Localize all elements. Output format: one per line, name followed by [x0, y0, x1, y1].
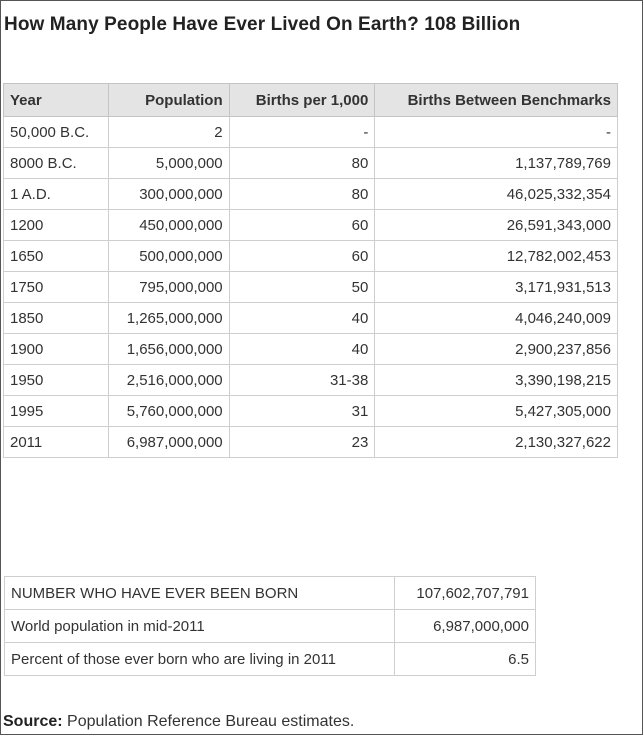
births-between-benchmarks-cell: 4,046,240,009	[375, 303, 618, 334]
population-cell: 5,760,000,000	[108, 396, 229, 427]
year-cell: 8000 B.C.	[4, 148, 109, 179]
births-per-1000-cell: 31	[229, 396, 375, 427]
year-cell: 2011	[4, 427, 109, 458]
births-per-1000-cell: 31-38	[229, 365, 375, 396]
births-between-benchmarks-cell: 12,782,002,453	[375, 241, 618, 272]
births-per-1000-cell: 80	[229, 179, 375, 210]
table-row	[4, 179, 618, 210]
table-row	[4, 365, 618, 396]
births-between-benchmarks-cell: -	[375, 117, 618, 148]
births-between-benchmarks-cell: 5,427,305,000	[375, 396, 618, 427]
page-title: How Many People Have Ever Lived On Earth? 108 Billion	[4, 14, 521, 35]
births-between-benchmarks-cell: 2,130,327,622	[375, 427, 618, 458]
year-cell: 1200	[4, 210, 109, 241]
summary-value-cell: 6,987,000,000	[395, 610, 536, 643]
column-header-births-between-benchmarks: Births Between Benchmarks	[375, 84, 618, 117]
births-per-1000-cell: 80	[229, 148, 375, 179]
births-per-1000-cell: 60	[229, 241, 375, 272]
population-cell: 6,987,000,000	[108, 427, 229, 458]
population-table	[3, 83, 618, 458]
table-row	[4, 427, 618, 458]
table-row	[4, 303, 618, 334]
births-between-benchmarks-cell: 1,137,789,769	[375, 148, 618, 179]
table-row	[4, 117, 618, 148]
summary-label-cell: Percent of those ever born who are living in 2011	[5, 643, 395, 676]
population-cell: 2,516,000,000	[108, 365, 229, 396]
population-cell: 450,000,000	[108, 210, 229, 241]
table-row	[4, 241, 618, 272]
births-per-1000-cell: 40	[229, 334, 375, 365]
summary-label-cell: NUMBER WHO HAVE EVER BEEN BORN	[5, 577, 395, 610]
source-note	[3, 713, 354, 731]
year-cell: 1 A.D.	[4, 179, 109, 210]
population-cell: 1,656,000,000	[108, 334, 229, 365]
births-per-1000-cell: 50	[229, 272, 375, 303]
table-body	[4, 117, 618, 458]
summary-row	[5, 577, 536, 610]
births-per-1000-cell: 40	[229, 303, 375, 334]
year-cell: 1650	[4, 241, 109, 272]
population-cell: 1,265,000,000	[108, 303, 229, 334]
births-between-benchmarks-cell: 46,025,332,354	[375, 179, 618, 210]
summary-label-cell: World population in mid-2011	[5, 610, 395, 643]
table-header-row	[4, 84, 618, 117]
table-row	[4, 272, 618, 303]
summary-body	[5, 577, 536, 676]
year-cell: 1850	[4, 303, 109, 334]
source-label: Source:	[3, 713, 63, 730]
population-cell: 5,000,000	[108, 148, 229, 179]
summary-value-cell: 6.5	[395, 643, 536, 676]
column-header-births-per-1000: Births per 1,000	[229, 84, 375, 117]
year-cell: 1900	[4, 334, 109, 365]
births-between-benchmarks-cell: 2,900,237,856	[375, 334, 618, 365]
births-between-benchmarks-cell: 26,591,343,000	[375, 210, 618, 241]
table-row	[4, 396, 618, 427]
summary-row	[5, 610, 536, 643]
population-cell: 500,000,000	[108, 241, 229, 272]
population-cell: 795,000,000	[108, 272, 229, 303]
population-cell: 300,000,000	[108, 179, 229, 210]
births-per-1000-cell: 23	[229, 427, 375, 458]
year-cell: 1950	[4, 365, 109, 396]
table-row	[4, 334, 618, 365]
table-row	[4, 148, 618, 179]
population-cell: 2	[108, 117, 229, 148]
year-cell: 1995	[4, 396, 109, 427]
source-text: Population Reference Bureau estimates.	[62, 713, 355, 730]
summary-value-cell: 107,602,707,791	[395, 577, 536, 610]
births-between-benchmarks-cell: 3,171,931,513	[375, 272, 618, 303]
year-cell: 1750	[4, 272, 109, 303]
births-between-benchmarks-cell: 3,390,198,215	[375, 365, 618, 396]
table-row	[4, 210, 618, 241]
summary-row	[5, 643, 536, 676]
column-header-year: Year	[4, 84, 109, 117]
column-header-population: Population	[108, 84, 229, 117]
births-per-1000-cell: -	[229, 117, 375, 148]
births-per-1000-cell: 60	[229, 210, 375, 241]
year-cell: 50,000 B.C.	[4, 117, 109, 148]
summary-table	[4, 576, 536, 676]
